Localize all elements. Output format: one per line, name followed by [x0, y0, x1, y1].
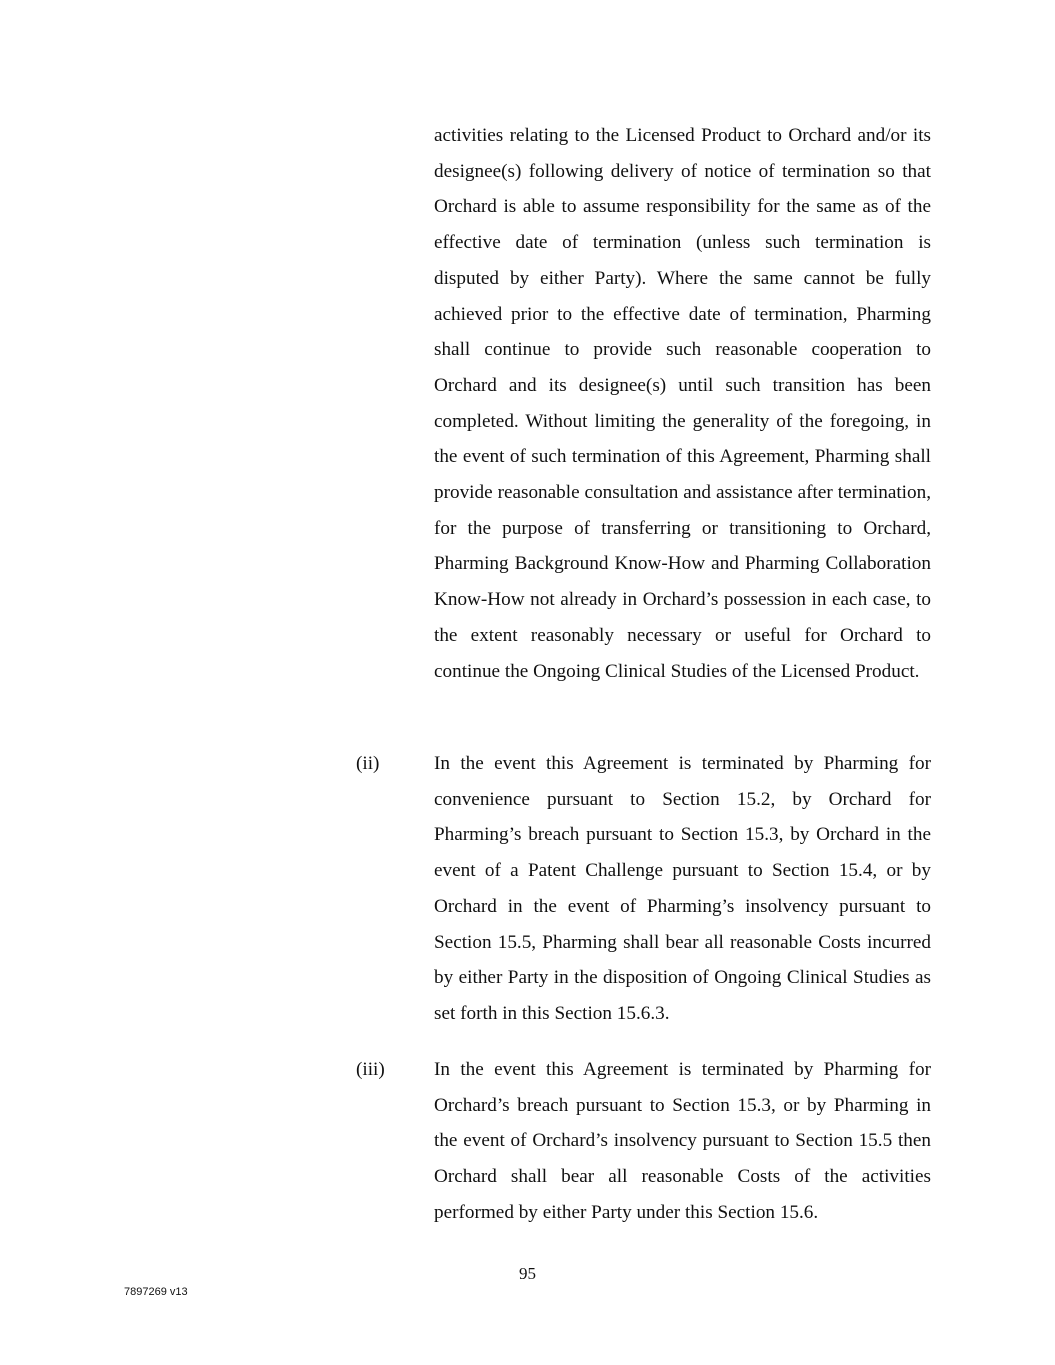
- item-label-ii: (ii): [356, 753, 380, 774]
- document-id: 7897269 v13: [124, 1286, 188, 1298]
- item-paragraph-ii: In the event this Agreement is terminated by Pharming for convenience pursuant to Section 15.2, by Orchard for Pharming’s breach pursuant to Section 15.3, by Orchard in the event of a Patent Challenge pursuant to Section 15.4, or by Orchard in the event of Pharming’s insolvency pursuant to Section 15.5, Pharming shall bear all reasonable Costs incurred by either Party in the disposition of Ongoing Clinical Studies as set forth in this Section 15.6.3.: [434, 753, 931, 1024]
- page-number: 95: [519, 1264, 536, 1283]
- item-paragraph-iii: In the event this Agreement is terminated by Pharming for Orchard’s breach pursuant to Section 15.3, or by Pharming in the event of Orchard’s insolvency pursuant to Section 15.5 then Orchard shall bear all reasonable Costs of the activities performed by either Party under this Section 15.6.: [434, 1059, 931, 1223]
- continuation-paragraph: activities relating to the Licensed Product to Orchard and/or its designee(s) following delivery of notice of termination so that Orchard is able to assume responsibility for the same as of the effective date of termination (unless such termination is disputed by either Party). Where the same cannot be fully achieved prior to the effective date of termination, Pharming shall continue to provide such reasonable cooperation to Orchard and its designee(s) until such transition has been completed. Without limiting the generality of the foregoing, in the event of such termination of this Agreement, Pharming shall provide reasonable consultation and assistance after termination, for the purpose of transferring or transitioning to Orchard, Pharming Background Know-How and Pharming Collaboration Know-How not already in Orchard’s possession in each case, to the extent reasonably necessary or useful for Orchard to continue the Ongoing Clinical Studies of the Licensed Product.: [434, 125, 931, 682]
- item-label-iii: (iii): [356, 1059, 385, 1080]
